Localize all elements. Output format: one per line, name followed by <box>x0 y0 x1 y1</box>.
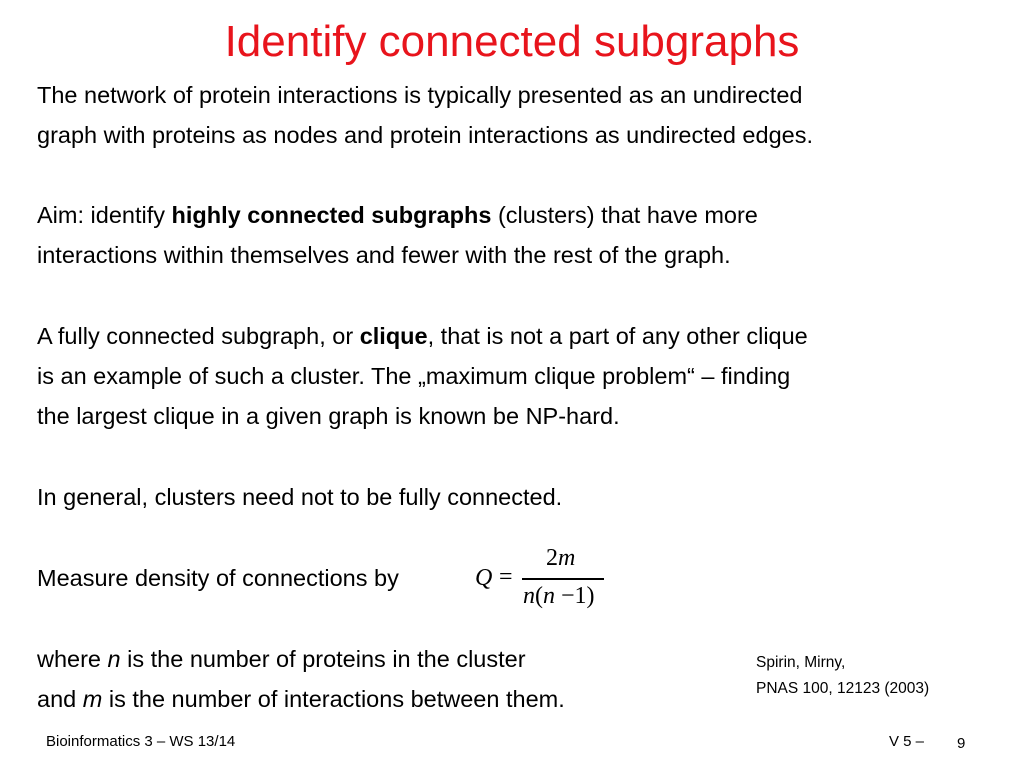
clique-line-2: is an example of such a cluster. The „maximum clique problem“ – finding <box>37 363 791 389</box>
aim-line-2: interactions within themselves and fewer with the rest of the graph. <box>37 242 731 268</box>
aim-bold-term: highly connected subgraphs <box>171 202 492 228</box>
denominator-rest: −1 <box>555 583 587 609</box>
def-line2-suffix: is the number of interactions between them. <box>102 686 565 712</box>
def-var-m: m <box>82 686 103 712</box>
fraction-bar <box>522 578 604 580</box>
intro-line-1: The network of protein interactions is typically presented as an undirected <box>37 82 803 108</box>
clique-bold-term: clique <box>359 323 428 349</box>
def-line2-prefix: and <box>37 686 83 712</box>
density-paragraph: Measure density of connections by <box>37 565 399 591</box>
citation-journal: PNAS 100, 12123 (2003) <box>756 680 930 697</box>
formula-denominator: n(n −1) <box>523 583 595 609</box>
footer-course: Bioinformatics 3 – WS 13/14 <box>46 733 236 750</box>
denominator-var: n <box>523 583 535 609</box>
aim-paragraph <box>37 195 758 275</box>
formula-equals: = <box>499 564 513 590</box>
numerator-coef: 2 <box>546 545 558 571</box>
clique-prefix: A fully connected subgraph, or <box>37 323 360 349</box>
clique-paragraph <box>37 316 808 436</box>
footer-lecture: V 5 – <box>889 733 925 750</box>
intro-paragraph <box>37 75 813 155</box>
def-var-n: n <box>107 646 121 672</box>
citation <box>756 650 929 702</box>
numerator-var: m <box>558 545 576 571</box>
def-line1-prefix: where <box>37 646 108 672</box>
definitions-paragraph <box>37 639 565 719</box>
general-paragraph: In general, clusters need not to be fully connected. <box>37 484 563 510</box>
aim-suffix: (clusters) that have more <box>491 202 758 228</box>
clique-line-3: the largest clique in a given graph is known be NP-hard. <box>37 403 620 429</box>
clique-suffix: , that is not a part of any other clique <box>427 323 808 349</box>
formula-lhs: Q <box>475 565 493 591</box>
page-number: 9 <box>957 735 966 752</box>
aim-prefix: Aim: identify <box>37 202 172 228</box>
citation-authors: Spirin, Mirny, <box>756 654 846 671</box>
intro-line-2: graph with proteins as nodes and protein interactions as undirected edges. <box>37 122 813 148</box>
formula-numerator <box>546 545 575 572</box>
denominator-inner-var: n <box>543 583 555 609</box>
slide-title: Identify connected subgraphs <box>224 17 800 66</box>
density-formula <box>473 543 613 623</box>
def-line1-suffix: is the number of proteins in the cluster <box>120 646 526 672</box>
